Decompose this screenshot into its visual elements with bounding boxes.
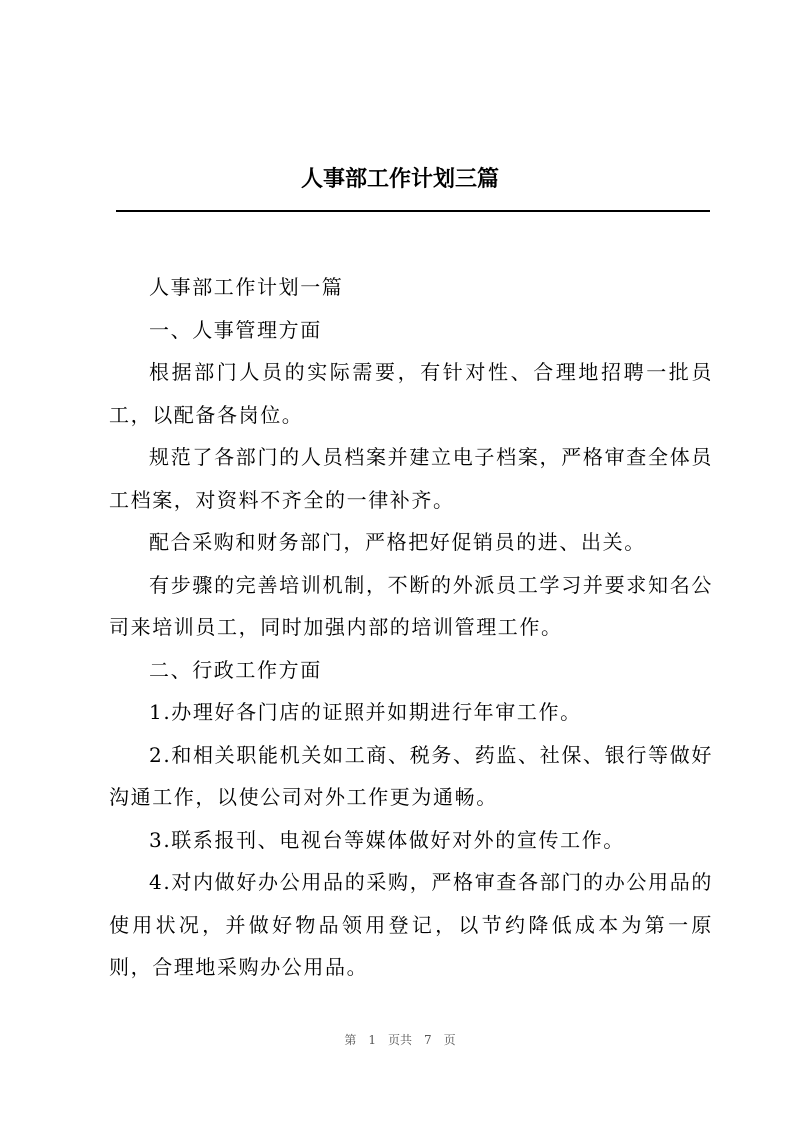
subsection-heading: 一、人事管理方面 [149,317,322,342]
list-item: 1.办理好各门店的证照并如期进行年审工作。 [149,700,582,724]
body-paragraph: 根据部门人员的实际需要，有针对性、合理地招聘一批员工，以配备各岗位。 [109,360,713,427]
footer-total-pages: 7 [424,1033,432,1047]
page-footer [0,1032,800,1048]
list-item: 3.联系报刊、电视台等媒体做好对外的宣传工作。 [149,827,625,852]
body-paragraph: 有步骤的完善培训机制，不断的外派员工学习并要求知名公司来培训员工，同时加强内部的培训管理工作。 [109,572,713,639]
footer-current-page: 1 [368,1033,376,1047]
body-paragraph: 规范了各部门的人员档案并建立电子档案，严格审查全体员工档案，对资料不齐全的一律补齐。 [109,445,713,512]
footer-suffix: 页 [443,1033,456,1047]
page-title: 人事部工作计划三篇 [300,166,499,192]
document-body [109,266,713,989]
list-item: 4.对内做好办公用品的采购，严格审查各部门的办公用品的使用状况，并做好物品领用登记，以节约降低成本为第一原则，合理地采购办公用品。 [109,870,713,979]
footer-prefix: 第 [344,1033,357,1047]
section-heading: 人事部工作计划一篇 [149,275,344,299]
footer-middle: 页共 [387,1033,412,1047]
body-paragraph: 配合采购和财务部门，严格把好促销员的进、出关。 [149,530,646,554]
title-divider [116,210,710,212]
subsection-heading: 二、行政工作方面 [149,657,322,682]
list-item: 2.和相关职能机关如工商、税务、药监、社保、银行等做好沟通工作，以使公司对外工作更为通畅。 [109,742,713,809]
